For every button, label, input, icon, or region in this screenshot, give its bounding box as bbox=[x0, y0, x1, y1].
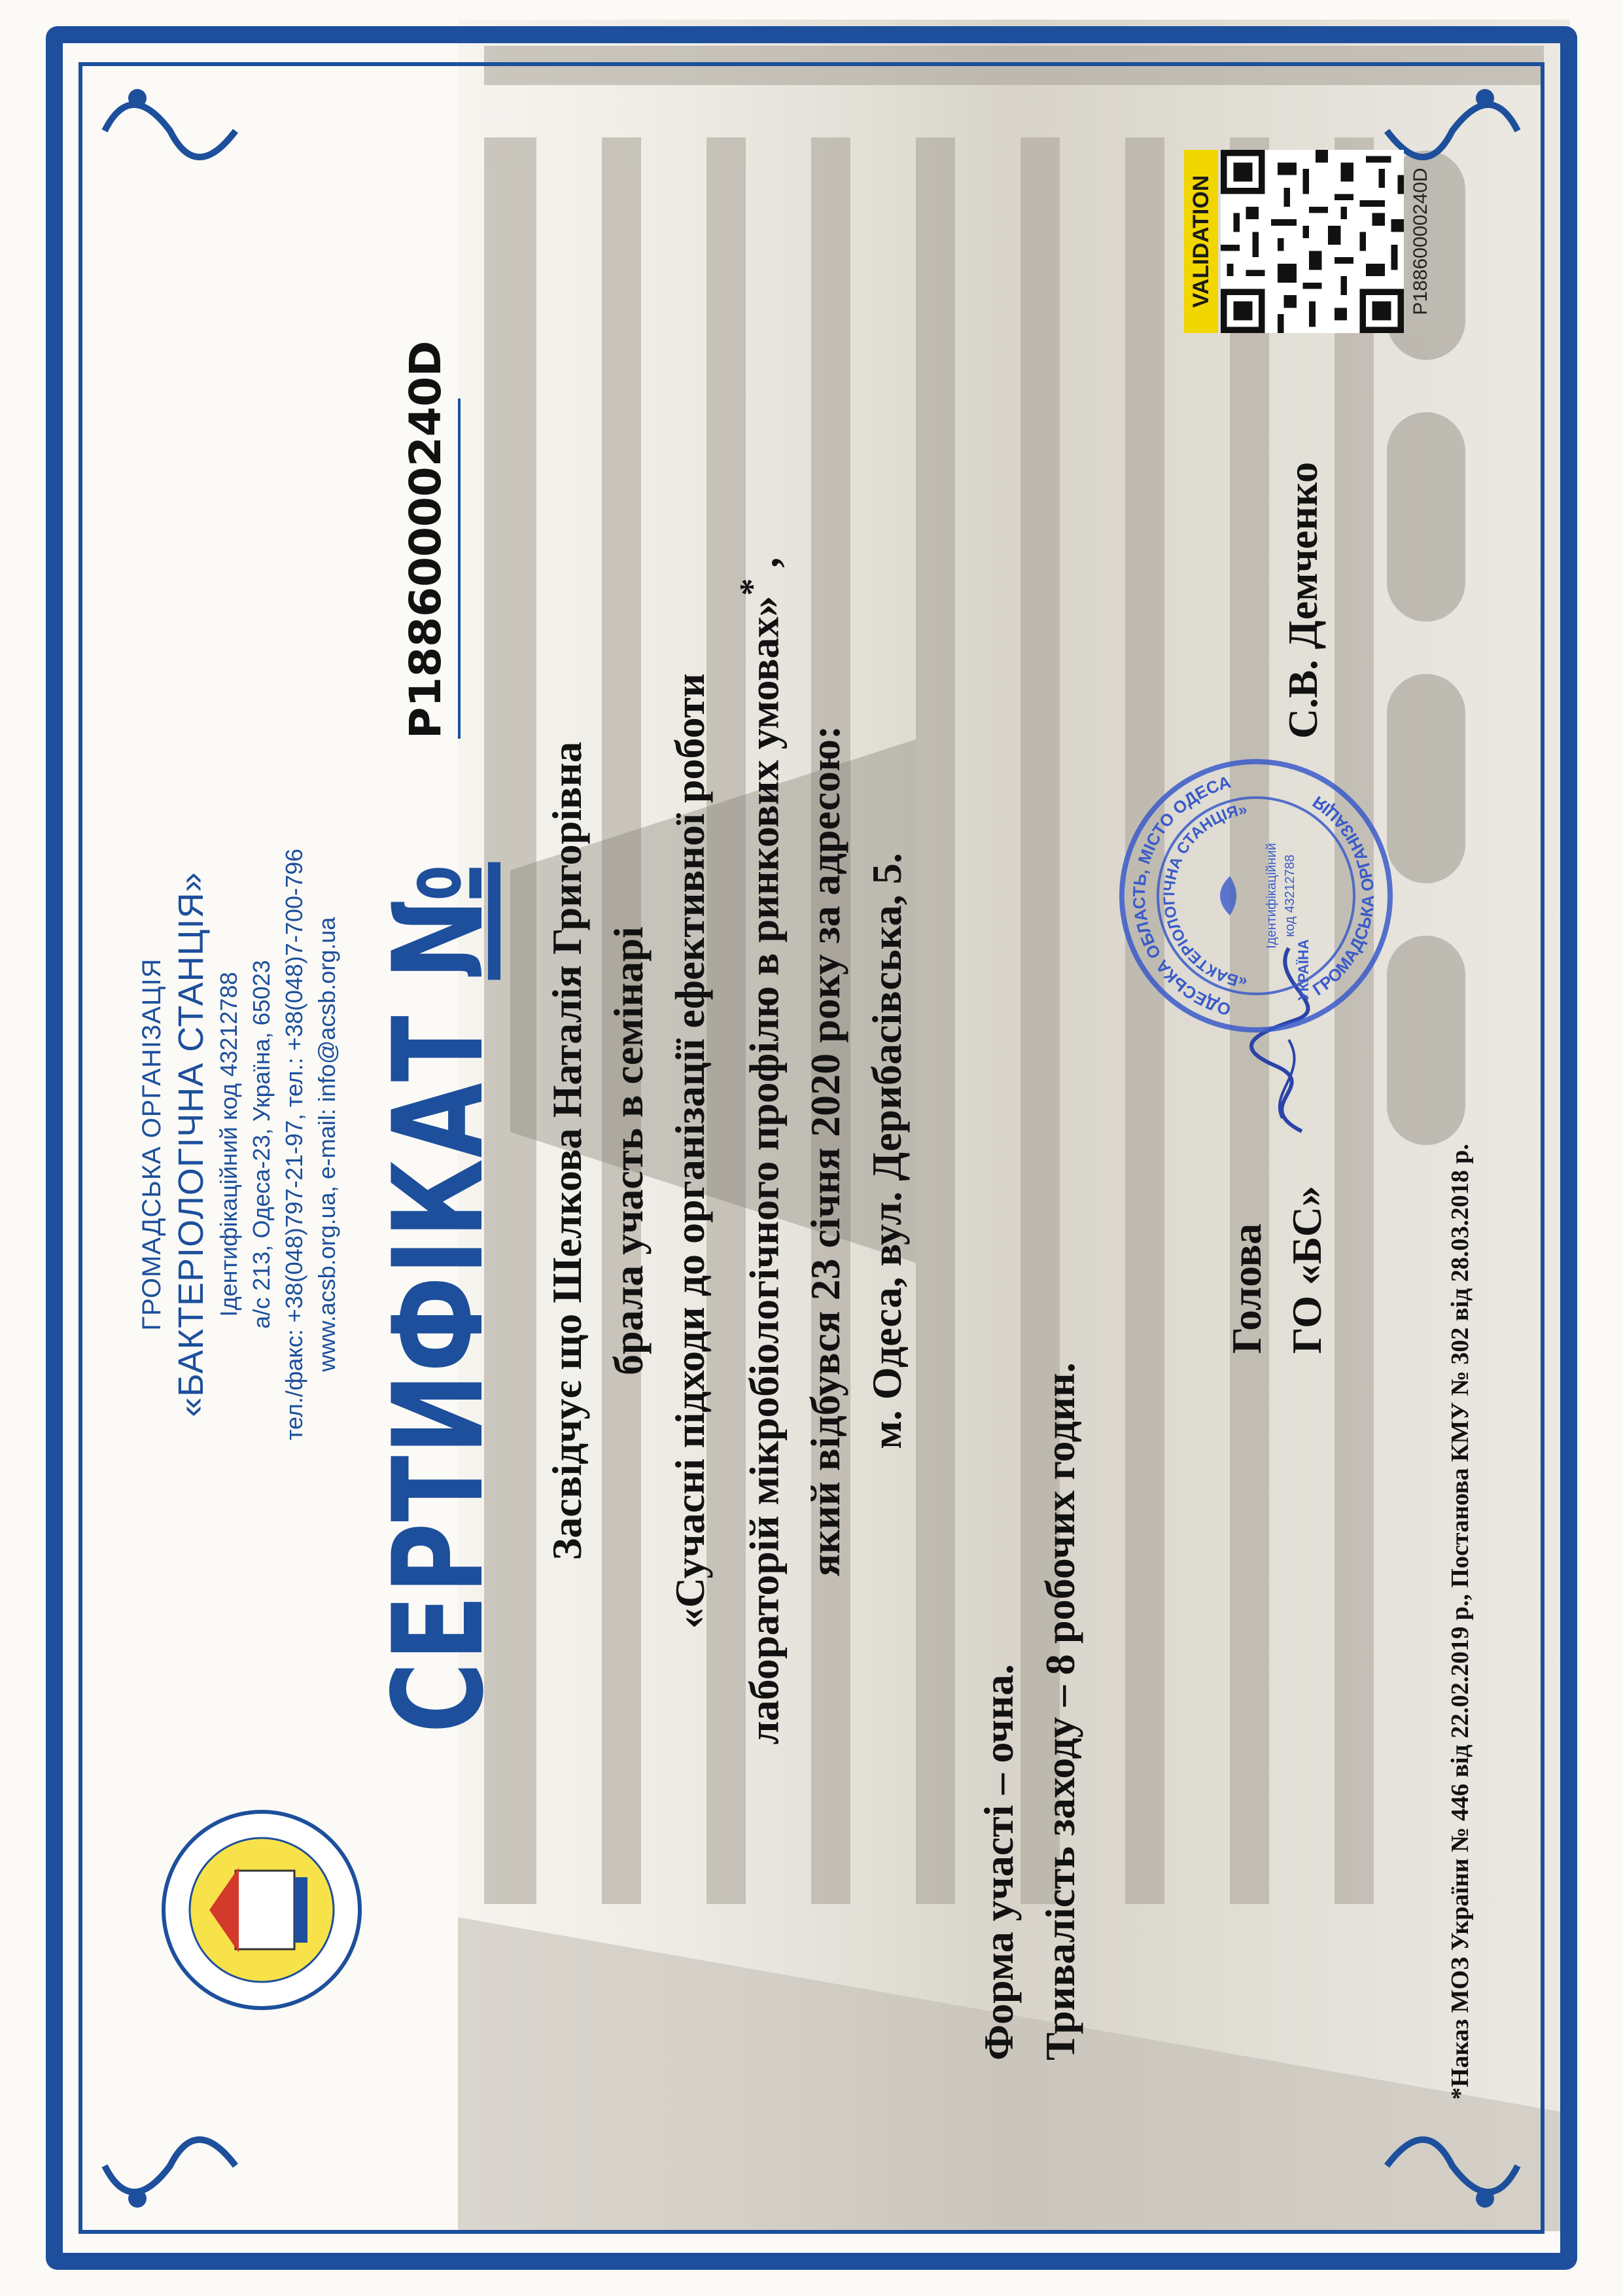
participation-info bbox=[968, 1362, 1091, 2060]
certificate-title bbox=[366, 862, 511, 1733]
body-line-4 bbox=[721, 202, 795, 2100]
footnote-asterisk: * bbox=[732, 578, 771, 596]
official-stamp bbox=[1112, 752, 1400, 1040]
stamp-center-code: код 43212788 bbox=[1283, 855, 1297, 937]
body-line-5: який відбувся 23 січня 2020 року за адресою: bbox=[802, 725, 849, 1577]
participation-form: Форма участі – очна. bbox=[975, 1664, 1022, 2060]
organization-logo bbox=[157, 1805, 366, 2015]
stamp-text-top: ОДЕСЬКА ОБЛАСТЬ, МІСТО ОДЕСА bbox=[1128, 771, 1233, 1020]
footnote: *Наказ МОЗ України № 446 від 22.02.2019 р., Постанова КМУ № 302 від 28.03.2018 р. bbox=[1446, 1144, 1474, 2100]
stamp-center-label: Ідентифікаційний bbox=[1265, 843, 1279, 949]
signatory-position bbox=[1217, 1186, 1337, 1354]
signatory-position-line-1: Голова bbox=[1223, 1223, 1270, 1354]
organization-type: ГРОМАДСЬКА ОРГАНІЗАЦІЯ bbox=[137, 958, 166, 1331]
organization-address: а/с 213, Одеса-23, Україна, 65023 bbox=[248, 960, 275, 1329]
certificate-number-sign: № bbox=[366, 862, 511, 980]
organization-phones: тел./факс: +38(048)797-21-97, тел.: +38(048)7-700-796 bbox=[281, 848, 307, 1441]
body-line-2: брала участь в семінарі bbox=[605, 927, 652, 1375]
organization-header bbox=[137, 719, 342, 1570]
certificate-body bbox=[536, 202, 918, 2100]
organization-name: «БАКТЕРІОЛОГІЧНА СТАНЦІЯ» bbox=[171, 872, 211, 1417]
seminar-title-comma: , bbox=[741, 557, 788, 578]
stamp-text-left: УКРАЇНА bbox=[1295, 939, 1312, 1000]
validation-label: VALIDATION bbox=[1184, 150, 1218, 333]
certificate-number-underline bbox=[458, 398, 461, 739]
signatory-name: С.В. Демченко bbox=[1280, 461, 1326, 739]
body-line-3: «Сучасні підходи до організації ефективної роботи bbox=[667, 673, 713, 1629]
certificate-number: P18860000240D bbox=[400, 340, 451, 739]
qr-certificate-id: P18860000240D bbox=[1410, 168, 1431, 315]
organization-web-email: www.acsb.org.ua, e-mail: info@acsb.org.ua bbox=[313, 917, 340, 1372]
seminar-title-end: лабораторій мікробіологічного профілю в ринкових умовах» bbox=[741, 595, 788, 1745]
stamp-text-inner: «БАКТЕРІОЛОГІЧНА СТАНЦІЯ» bbox=[1160, 800, 1249, 991]
signatory-position-line-2: ГО «БС» bbox=[1283, 1186, 1330, 1354]
body-line-6: м. Одеса, вул. Дерибасівська, 5. bbox=[864, 853, 911, 1449]
stamp-text-bottom: ГРОМАДСЬКА ОРГАНІЗАЦІЯ bbox=[1308, 792, 1378, 1000]
organization-id-code: Ідентифікаційний код 43212788 bbox=[215, 972, 242, 1317]
certificate-title-word: СЕРТИФІКАТ bbox=[366, 1014, 511, 1733]
participation-duration: Тривалість заходу – 8 робочих годин. bbox=[1037, 1362, 1083, 2060]
body-line-1: Засвідчує що Шелкова Наталія Григорівна bbox=[544, 741, 590, 1561]
validation-qr-block bbox=[1184, 150, 1459, 333]
qr-code[interactable] bbox=[1221, 150, 1404, 333]
